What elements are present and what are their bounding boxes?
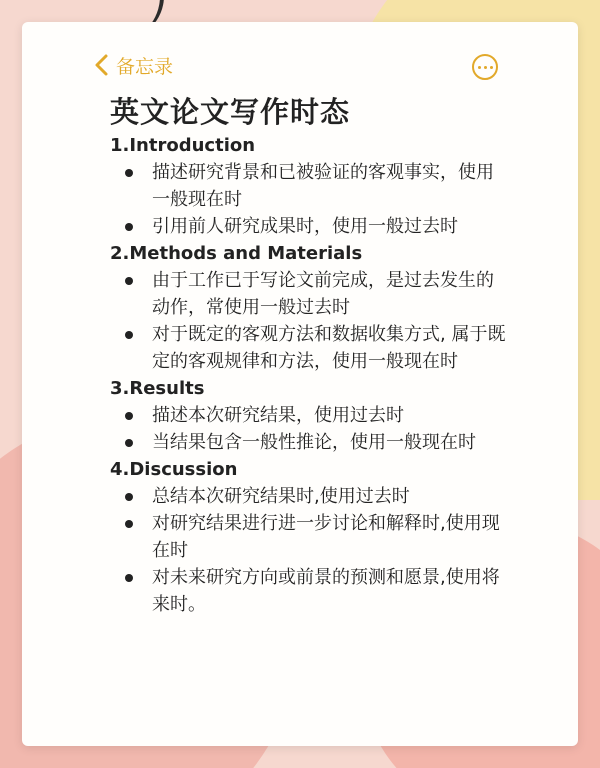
list-item: 引用前人研究成果时，使用一般过去时 bbox=[152, 213, 510, 240]
more-options-button[interactable] bbox=[472, 54, 498, 80]
back-label: 备忘录 bbox=[116, 55, 174, 78]
list-item: 由于工作已于写论文前完成，是过去发生的动作，常使用一般过去时 bbox=[152, 267, 510, 321]
list-item: 对研究结果进行进一步讨论和解释时,使用现在时 bbox=[152, 510, 510, 564]
chevron-left-icon bbox=[92, 51, 112, 79]
bullet-list bbox=[110, 402, 510, 456]
list-item: 对未来研究方向或前景的预测和愿景,使用将来时。 bbox=[152, 564, 510, 618]
section-heading: 3.Results bbox=[110, 378, 205, 399]
top-bar bbox=[22, 48, 578, 82]
note-card bbox=[22, 22, 578, 746]
note-title: 英文论文写作时态 bbox=[110, 95, 351, 129]
section-heading: 4.Discussion bbox=[110, 459, 238, 480]
bullet-list bbox=[110, 483, 510, 618]
section-heading: 2.Methods and Materials bbox=[110, 243, 363, 264]
list-item: 描述研究背景和已被验证的客观事实，使用一般现在时 bbox=[152, 159, 510, 213]
list-item: 当结果包含一般性推论，使用一般现在时 bbox=[152, 429, 510, 456]
list-item: 对于既定的客观方法和数据收集方式, 属于既定的客观规律和方法，使用一般现在时 bbox=[152, 321, 510, 375]
more-options-icon bbox=[478, 66, 493, 69]
list-item: 总结本次研究结果时,使用过去时 bbox=[152, 483, 510, 510]
section-heading: 1.Introduction bbox=[110, 135, 256, 156]
bullet-list bbox=[110, 267, 510, 375]
bullet-list bbox=[110, 159, 510, 240]
list-item: 描述本次研究结果，使用过去时 bbox=[152, 402, 510, 429]
back-button[interactable] bbox=[92, 48, 173, 82]
note-body[interactable] bbox=[110, 132, 510, 618]
